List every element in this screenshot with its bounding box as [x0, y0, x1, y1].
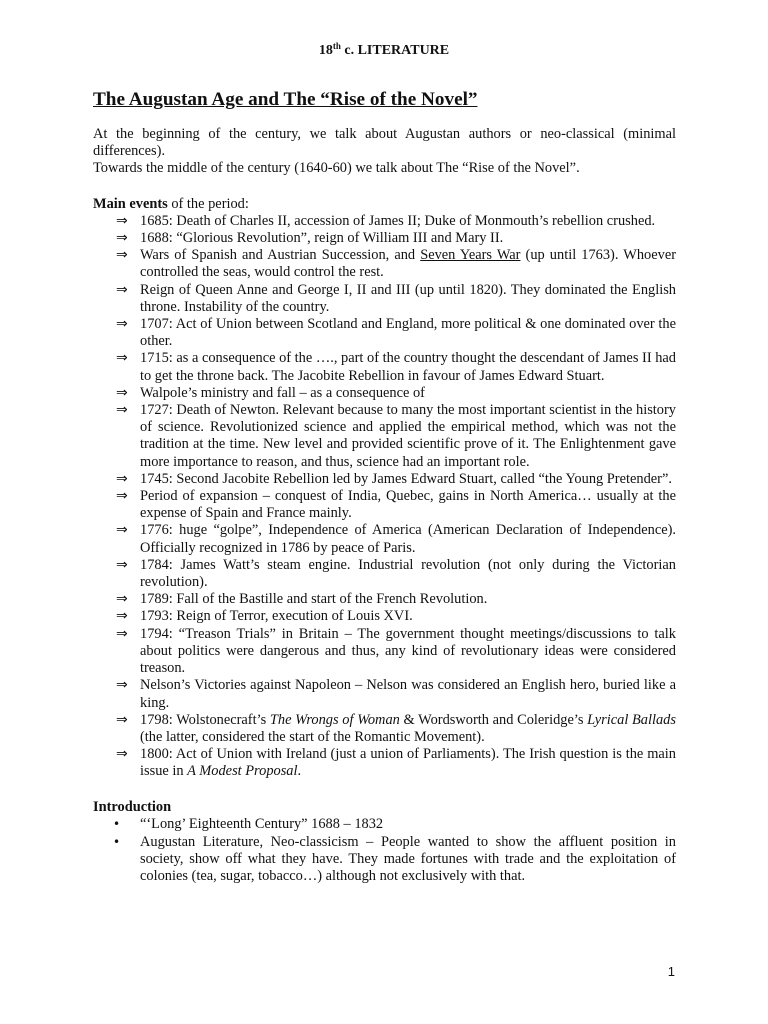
arrow-icon: ⇒ — [116, 470, 128, 487]
document-title: The Augustan Age and The “Rise of the Novel” — [93, 89, 478, 110]
main-events-heading-rest: of the period: — [167, 195, 249, 212]
event-item — [116, 212, 676, 230]
event-text-italic-title-2: Lyrical Ballads — [587, 711, 676, 728]
event-text-underlined: Seven Years War — [420, 247, 521, 264]
course-header-rest: c. LITERATURE — [340, 43, 450, 58]
arrow-icon: ⇒ — [116, 281, 128, 298]
event-text: Reign of Queen Anne and George I, II and III (up until 1820). They dominated the English throne. Instability of the country. — [140, 281, 676, 315]
event-text-before: Wars of Spanish and Austrian Succession, and — [140, 247, 421, 264]
event-item — [116, 746, 676, 780]
main-events-heading — [93, 196, 676, 213]
introduction-text: “‘Long’ Eighteenth Century” 1688 – 1832 — [140, 815, 384, 832]
main-events-list — [93, 213, 676, 781]
event-item — [116, 522, 676, 556]
arrow-icon: ⇒ — [116, 350, 128, 367]
event-item — [116, 625, 676, 678]
event-text: 1727: Death of Newton. Relevant because to many the most important scientist in the history of science. Revolutionized science and applied the empirical method, which was not the tradition at the time. New level and provided scientific prove of it. The Enlightenment gave more importance to reason, and thus, science had an important role. — [140, 402, 676, 470]
event-text: 1685: Death of Charles II, accession of James II; Duke of Monmouth’s rebellion crushed. — [140, 212, 656, 229]
event-item — [116, 281, 676, 316]
arrow-icon: ⇒ — [116, 230, 128, 247]
arrow-icon: ⇒ — [116, 316, 128, 333]
introduction-item — [113, 815, 676, 833]
event-text: 1715: as a consequence of the …., part of the country thought the descendant of James II had to get the throne back. The Jacobite Rebellion in favour of James Edward Stuart. — [140, 350, 676, 384]
event-text: 1784: James Watt’s steam engine. Industrial revolution (not only during the Victorian revolution). — [140, 556, 676, 591]
arrow-icon: ⇒ — [116, 522, 128, 539]
main-events-heading-bold: Main events — [93, 195, 168, 212]
bullet-icon: • — [113, 816, 121, 831]
event-text-part-2: & Wordsworth and Coleridge’s — [399, 711, 588, 728]
event-item — [116, 350, 676, 384]
event-text: 1794: “Treason Trials” in Britain – The government thought meetings/discussions to talk about politics were dangerous and thus, any kind of revolutionary ideas were considered treason. — [140, 625, 676, 677]
course-header-prefix: 18 — [318, 43, 333, 58]
intro-paragraph-2: Towards the middle of the century (1640-60) we talk about The “Rise of the Novel”. — [93, 160, 580, 177]
bullet-icon: • — [113, 834, 121, 849]
document-body — [93, 88, 676, 887]
arrow-icon: ⇒ — [116, 384, 128, 401]
event-text-part-1: 1798: Wolstonecraft’s — [140, 711, 270, 728]
event-item — [116, 556, 676, 591]
arrow-icon: ⇒ — [116, 591, 128, 608]
event-text-before: 1800: Act of Union with Ireland (just a union of Parliaments). The Irish question is the main issue in — [140, 746, 676, 780]
arrow-icon: ⇒ — [116, 212, 128, 229]
event-item — [116, 488, 676, 522]
event-text-italic-title-1: The Wrongs of Woman — [269, 711, 400, 728]
course-header-superscript: th — [332, 41, 341, 51]
event-item — [116, 470, 676, 488]
arrow-icon: ⇒ — [116, 402, 128, 419]
arrow-icon: ⇒ — [116, 711, 128, 728]
event-text-after: (up until 1763). Whoever controlled the seas, would control the rest. — [140, 247, 677, 281]
event-text: 1789: Fall of the Bastille and start of the French Revolution. — [140, 591, 488, 608]
event-item — [116, 316, 676, 350]
event-item — [116, 384, 676, 402]
event-item — [116, 711, 676, 746]
arrow-icon: ⇒ — [116, 608, 128, 625]
event-text-part-3: (the latter, considered the start of the Romantic Movement). — [140, 728, 485, 745]
event-text: Period of expansion – conquest of India, Quebec, gains in North America… usually at the expense of Spain and France mainly. — [140, 488, 676, 522]
event-text: 1707: Act of Union between Scotland and England, more political & one dominated over the other. — [140, 316, 676, 350]
arrow-icon: ⇒ — [116, 625, 128, 642]
page-number: 1 — [667, 964, 675, 979]
event-text: Nelson’s Victories against Napoleon – Nelson was considered an English hero, buried like a king. — [140, 677, 676, 711]
event-item — [116, 591, 676, 608]
arrow-icon: ⇒ — [116, 247, 128, 264]
event-text: Walpole’s ministry and fall – as a consequence of — [140, 384, 425, 401]
introduction-item — [113, 833, 676, 886]
event-text-italic-title: A Modest Proposal — [187, 763, 298, 780]
introduction-text: Augustan Literature, Neo-classicism – People wanted to show the affluent position in society, show off what they have. They made fortunes with trade and the exploitation of colonies (tea, sugar, tobacco…) although not exclusively with that. — [140, 833, 676, 885]
introduction-heading: Introduction — [93, 798, 172, 815]
event-text: 1745: Second Jacobite Rebellion led by James Edward Stuart, called “the Young Pretender”. — [140, 470, 672, 487]
course-header — [0, 42, 768, 60]
event-text: 1688: “Glorious Revolution”, reign of William III and Mary II. — [140, 230, 504, 247]
event-text-after: . — [297, 763, 302, 780]
intro-paragraph-1: At the beginning of the century, we talk about Augustan authors or neo-classical (minimal differences). — [93, 126, 676, 160]
arrow-icon: ⇒ — [116, 556, 128, 573]
introduction-list — [93, 816, 676, 886]
arrow-icon: ⇒ — [116, 488, 128, 505]
event-item — [116, 677, 676, 711]
event-item — [116, 402, 676, 471]
event-text: 1776: huge “golpe”, Independence of America (American Declaration of Independence). Officially recognized in 1786 by peace of Paris. — [140, 522, 676, 556]
event-item — [116, 608, 676, 625]
arrow-icon: ⇒ — [116, 746, 128, 763]
event-text: 1793: Reign of Terror, execution of Louis XVI. — [140, 608, 413, 625]
event-item — [116, 230, 676, 247]
arrow-icon: ⇒ — [116, 677, 128, 694]
event-item — [116, 247, 677, 281]
